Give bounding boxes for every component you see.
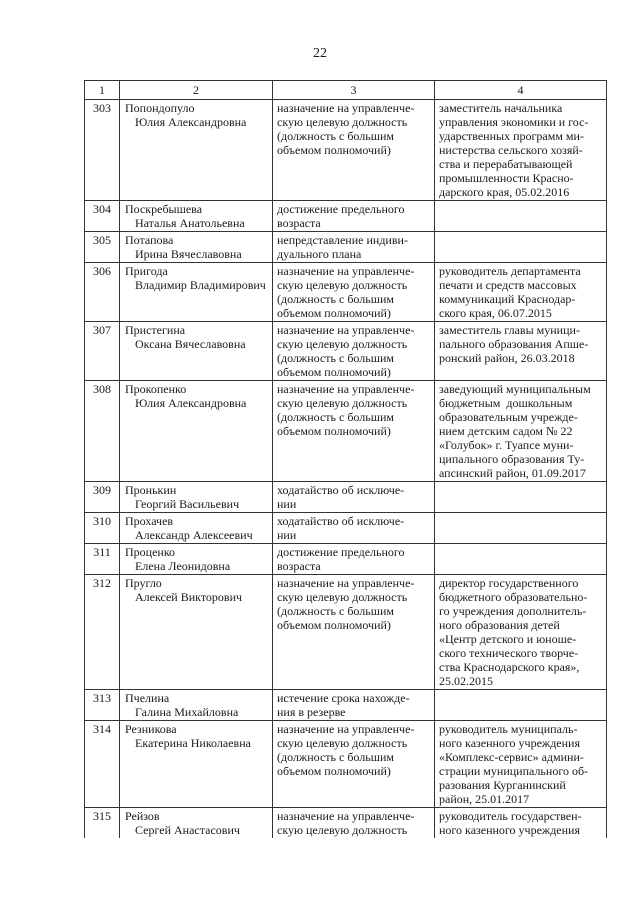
exclusion-reason-cell [273, 544, 435, 575]
table-row [85, 513, 607, 544]
name-line: Юлия Александровна [135, 115, 247, 129]
exclusion-reason-cell [273, 721, 435, 808]
position-line: нием детским садом № 22 [439, 424, 573, 438]
row-number: 308 [85, 381, 120, 482]
position-line: управления экономики и гос- [439, 115, 589, 129]
name-line: Поскребышева [125, 202, 203, 216]
name-line: Проценко [125, 545, 176, 559]
exclusion-reason-cell [273, 263, 435, 322]
name-line: Прохачев [125, 514, 174, 528]
position-line: заведующий муниципальным [439, 382, 591, 396]
name-line: Владимир Владимирович [135, 278, 266, 292]
row-number: 305 [85, 232, 120, 263]
person-name-cell [120, 201, 273, 232]
position-line: бюджетным дошкольным [439, 396, 573, 410]
name-line: Алексей Викторович [135, 590, 243, 604]
position-line: ства и перерабатывающей [439, 157, 573, 171]
row-number: 314 [85, 721, 120, 808]
position-line: руководитель департамента [439, 264, 581, 278]
position-line: «Голубок» г. Туапсе муни- [439, 438, 574, 452]
table-row [85, 721, 607, 808]
position-line: образовательным учрежде- [439, 410, 578, 424]
appointed-position-cell [435, 513, 607, 544]
position-line: ронский район, 26.03.2018 [439, 351, 575, 365]
column-header-3: 3 [273, 81, 435, 100]
table-row [85, 201, 607, 232]
position-line: район, 25.01.2017 [439, 792, 530, 806]
reason-line: нии [277, 497, 297, 511]
reason-line: истечение срока нахожде- [277, 691, 410, 705]
position-line: нистерства сельского хозяй- [439, 143, 583, 157]
person-name-cell [120, 808, 273, 839]
position-line: печати и средств массовых [439, 278, 577, 292]
row-number: 313 [85, 690, 120, 721]
name-line: Потапова [125, 233, 174, 247]
exclusion-reason-cell [273, 513, 435, 544]
person-name-cell [120, 544, 273, 575]
column-header-2: 2 [120, 81, 273, 100]
position-line: ского края, 06.07.2015 [439, 306, 552, 320]
appointed-position-cell [435, 232, 607, 263]
row-number: 312 [85, 575, 120, 690]
table-row [85, 100, 607, 201]
position-line: ства Краснодарского края», [439, 660, 580, 674]
reason-line: ходатайство об исключе- [277, 483, 405, 497]
row-number: 306 [85, 263, 120, 322]
appointed-position-cell [435, 482, 607, 513]
row-number: 307 [85, 322, 120, 381]
person-name-cell [120, 575, 273, 690]
reason-line: назначение на управленче- [277, 382, 415, 396]
person-name-cell [120, 721, 273, 808]
name-line: Юлия Александровна [135, 396, 247, 410]
reason-line: ходатайство об исключе- [277, 514, 405, 528]
name-line: Резникова [125, 722, 177, 736]
position-line: страции муниципального об- [439, 764, 589, 778]
appointed-position-cell [435, 690, 607, 721]
position-line: бюджетного образовательно- [439, 590, 588, 604]
name-line: Ирина Вячеславовна [135, 247, 242, 261]
position-line: директор государственного [439, 576, 579, 590]
column-header-4: 4 [435, 81, 607, 100]
exclusion-reason-cell [273, 808, 435, 839]
reason-line: назначение на управленче- [277, 722, 415, 736]
row-number: 311 [85, 544, 120, 575]
reason-line: достижение предельного [277, 545, 405, 559]
person-name-cell [120, 263, 273, 322]
row-number: 310 [85, 513, 120, 544]
exclusion-reason-cell [273, 482, 435, 513]
reason-line: назначение на управленче- [277, 576, 415, 590]
reason-line: объемом полномочий) [277, 365, 391, 379]
reason-line: скую целевую должность [277, 278, 408, 292]
reason-line: скую целевую должность [277, 823, 408, 837]
table-row [85, 381, 607, 482]
reason-line: скую целевую должность [277, 396, 408, 410]
appointed-position-cell [435, 808, 607, 839]
exclusion-reason-cell [273, 100, 435, 201]
table-row [85, 322, 607, 381]
exclusion-reason-cell [273, 201, 435, 232]
person-name-cell [120, 381, 273, 482]
reason-line: скую целевую должность [277, 337, 408, 351]
exclusion-reason-cell [273, 232, 435, 263]
name-line: Александр Алексеевич [135, 528, 253, 542]
reason-line: ния в резерве [277, 705, 346, 719]
reason-line: непредставление индиви- [277, 233, 408, 247]
name-line: Рейзов [125, 809, 160, 823]
reason-line: (должность с большим [277, 292, 394, 306]
reason-line: (должность с большим [277, 410, 394, 424]
reason-line: возраста [277, 559, 321, 573]
reason-line: дуального плана [277, 247, 362, 261]
position-line: апсинский район, 01.09.2017 [439, 466, 586, 480]
appointed-position-cell [435, 201, 607, 232]
reason-line: скую целевую должность [277, 736, 408, 750]
person-name-cell [120, 232, 273, 263]
table-row [85, 808, 607, 839]
position-line: «Комплекс-сервис» админи- [439, 750, 584, 764]
person-name-cell [120, 690, 273, 721]
name-line: Сергей Анастасович [135, 823, 240, 837]
position-line: заместитель главы муници- [439, 323, 580, 337]
reason-line: назначение на управленче- [277, 809, 415, 823]
name-line: Екатерина Николаевна [135, 736, 251, 750]
reason-line: нии [277, 528, 297, 542]
appointed-position-cell [435, 381, 607, 482]
reason-line: объемом полномочий) [277, 424, 391, 438]
reason-line: скую целевую должность [277, 115, 408, 129]
column-header-1: 1 [85, 81, 120, 100]
name-line: Попондопуло [125, 101, 195, 115]
reason-line: объемом полномочий) [277, 143, 391, 157]
name-line: Георгий Васильевич [135, 497, 240, 511]
name-line: Прокопенко [125, 382, 187, 396]
table-row [85, 690, 607, 721]
appointed-position-cell [435, 575, 607, 690]
row-number: 309 [85, 482, 120, 513]
reason-line: (должность с большим [277, 351, 394, 365]
position-line: 25.02.2015 [439, 674, 493, 688]
name-line: Пристегина [125, 323, 186, 337]
position-line: «Центр детского и юноше- [439, 632, 577, 646]
exclusion-reason-cell [273, 575, 435, 690]
row-number: 304 [85, 201, 120, 232]
person-name-cell [120, 482, 273, 513]
position-line: дарского края, 05.02.2016 [439, 185, 570, 199]
reason-line: возраста [277, 216, 321, 230]
exclusion-reason-cell [273, 381, 435, 482]
reason-line: (должность с большим [277, 604, 394, 618]
table-row [85, 544, 607, 575]
name-line: Пчелина [125, 691, 170, 705]
table-row [85, 232, 607, 263]
position-line: руководитель государствен- [439, 809, 582, 823]
position-line: ного казенного учреждения [439, 823, 580, 837]
name-line: Пругло [125, 576, 162, 590]
reason-line: скую целевую должность [277, 590, 408, 604]
reason-line: назначение на управленче- [277, 101, 415, 115]
position-line: ного казенного учреждения [439, 736, 580, 750]
reason-line: (должность с большим [277, 750, 394, 764]
appointed-position-cell [435, 100, 607, 201]
row-number: 315 [85, 808, 120, 839]
person-name-cell [120, 322, 273, 381]
name-line: Пронькин [125, 483, 177, 497]
person-name-cell [120, 513, 273, 544]
reason-line: объемом полномочий) [277, 764, 391, 778]
position-line: руководитель муниципаль- [439, 722, 578, 736]
table-row [85, 482, 607, 513]
position-line: ного образования детей [439, 618, 560, 632]
position-line: разования Курганинский [439, 778, 566, 792]
reason-line: назначение на управленче- [277, 323, 415, 337]
position-line: го учреждения дополнитель- [439, 604, 587, 618]
reason-line: объемом полномочий) [277, 306, 391, 320]
table-row [85, 575, 607, 690]
position-line: коммуникаций Краснодар- [439, 292, 576, 306]
name-line: Оксана Вячеславовна [135, 337, 246, 351]
appointed-position-cell [435, 263, 607, 322]
appointed-position-cell [435, 322, 607, 381]
reason-line: назначение на управленче- [277, 264, 415, 278]
position-line: ского технического творче- [439, 646, 579, 660]
reserve-table [84, 80, 607, 838]
position-line: пального образования Апше- [439, 337, 589, 351]
name-line: Пригода [125, 264, 168, 278]
exclusion-reason-cell [273, 322, 435, 381]
row-number: 303 [85, 100, 120, 201]
position-line: ударственных программ ми- [439, 129, 584, 143]
header-row [85, 81, 607, 100]
position-line: ципального образования Ту- [439, 452, 585, 466]
name-line: Наталья Анатольевна [135, 216, 245, 230]
reason-line: (должность с большим [277, 129, 394, 143]
position-line: промышленности Красно- [439, 171, 574, 185]
person-name-cell [120, 100, 273, 201]
name-line: Галина Михайловна [135, 705, 239, 719]
exclusion-reason-cell [273, 690, 435, 721]
appointed-position-cell [435, 721, 607, 808]
appointed-position-cell [435, 544, 607, 575]
position-line: заместитель начальника [439, 101, 563, 115]
reason-line: объемом полномочий) [277, 618, 391, 632]
name-line: Елена Леонидовна [135, 559, 231, 573]
table-row [85, 263, 607, 322]
page-number: 22 [313, 46, 327, 61]
reason-line: достижение предельного [277, 202, 405, 216]
